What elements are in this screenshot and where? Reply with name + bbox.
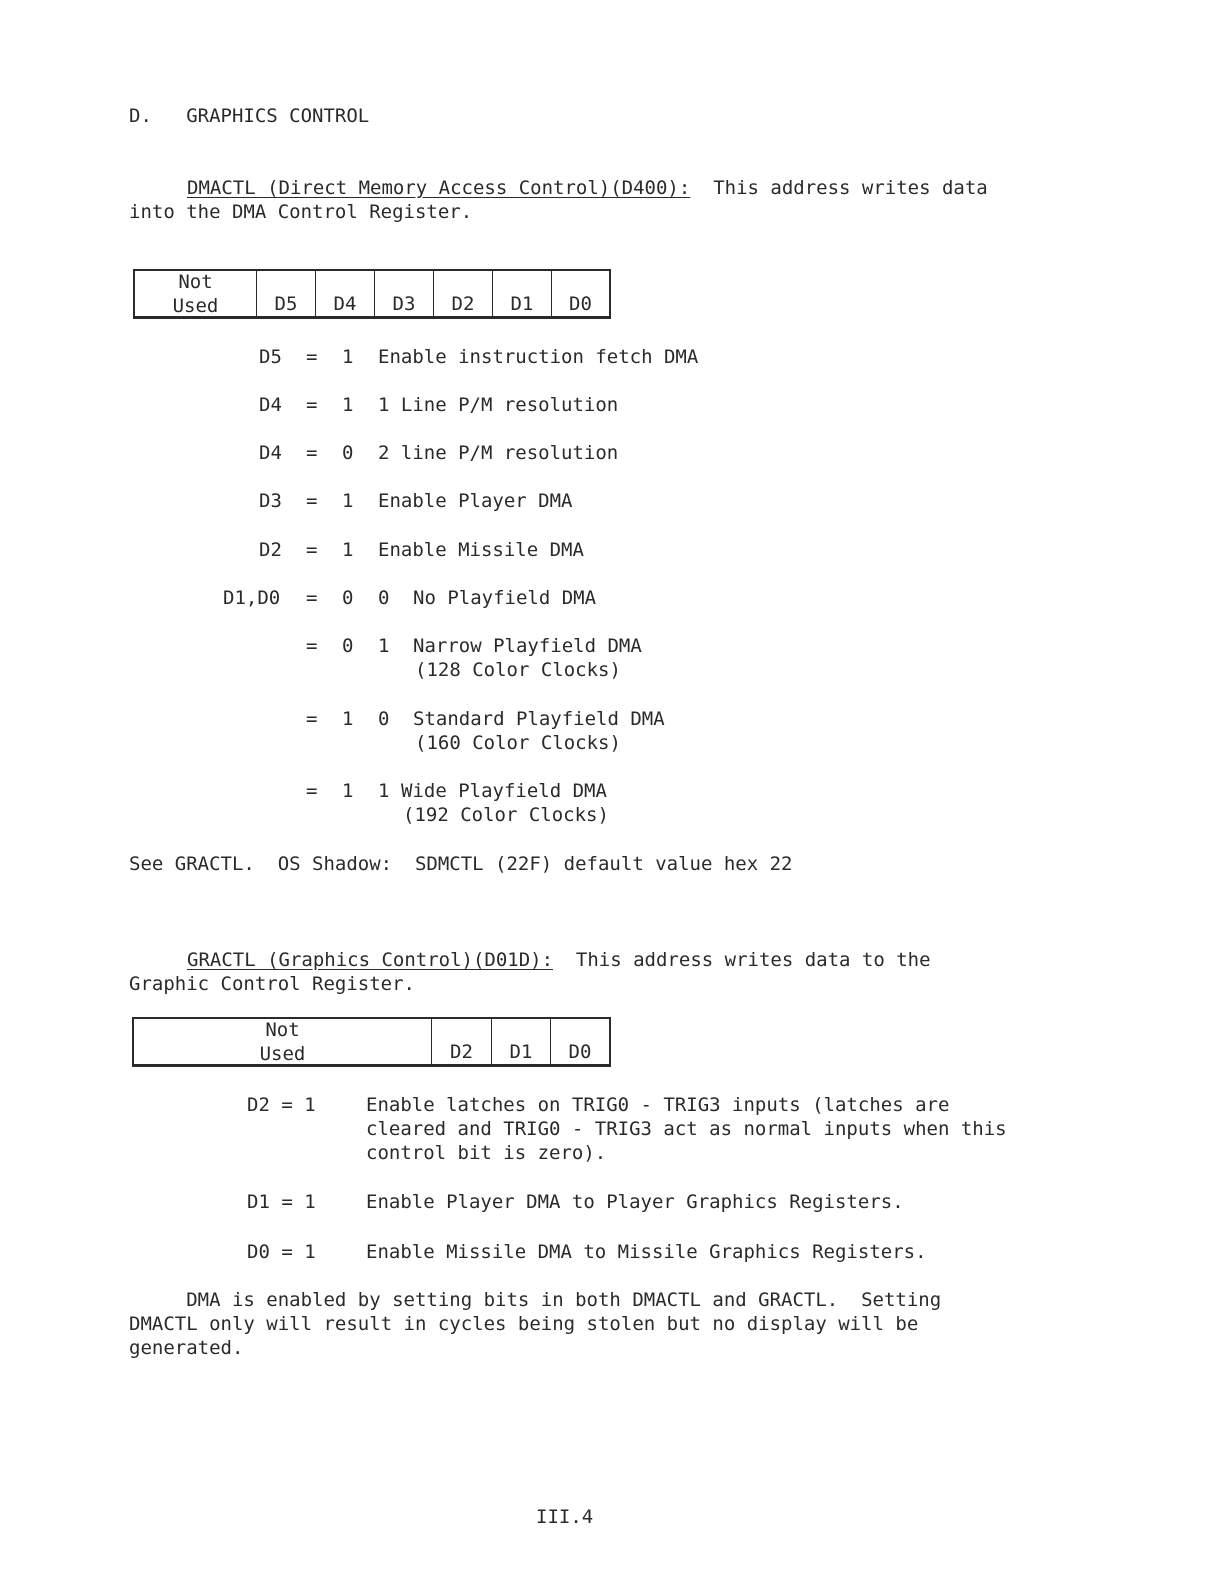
gractl-bit-cell — [431, 1019, 491, 1065]
bit-value-d1: 0 — [342, 635, 354, 657]
equals-sign: = — [306, 442, 318, 464]
bit-value: 1 — [342, 346, 354, 368]
bit-name: D5 — [259, 346, 282, 368]
color-clocks-note: (192 Color Clocks) — [403, 804, 609, 826]
dmactl-bit-label: D3 — [392, 293, 416, 315]
bit-value-d1: 0 — [342, 587, 354, 609]
gractl-bit-description-line: control bit is zero). — [366, 1142, 607, 1164]
playfield-description: Wide Playfield DMA — [401, 780, 607, 802]
dmactl-not-used-cell — [135, 271, 256, 317]
bit-description: 1 Line P/M resolution — [378, 394, 619, 416]
gractl-bit-label-text: D2 = 1 — [247, 1094, 316, 1116]
dmactl-bit-cell — [433, 271, 492, 317]
bit-value-d0: 0 — [378, 708, 390, 730]
page-number: III.4 — [536, 1506, 594, 1528]
gractl-used-label: Used — [259, 1042, 306, 1065]
dmactl-desc-rest: This address writes data — [690, 177, 988, 199]
bit-name: D4 — [259, 442, 282, 464]
bit-value-d0: 1 — [378, 635, 390, 657]
bit-description: 2 line P/M resolution — [378, 442, 619, 464]
footer-paragraph-line: DMACTL only will result in cycles being stolen but no display will be — [129, 1313, 919, 1335]
dmactl-bit-cell — [374, 271, 433, 317]
equals-sign: = — [306, 539, 318, 561]
equals-sign: = — [306, 635, 318, 657]
gractl-bit-label: D1 — [509, 1041, 533, 1063]
gractl-bit-description-line: Enable latches on TRIG0 - TRIG3 inputs (latches are — [366, 1094, 950, 1116]
bit-description: Enable Player DMA — [378, 490, 573, 512]
equals-sign: = — [306, 490, 318, 512]
playfield-description: Narrow Playfield DMA — [413, 635, 642, 657]
dmactl-used-label: Used — [172, 294, 219, 317]
dmactl-bit-label: D5 — [274, 293, 298, 315]
dmactl-register-diagram — [133, 269, 611, 319]
dmactl-bit-cell — [256, 271, 315, 317]
os-shadow-note: See GRACTL. OS Shadow: SDMCTL (22F) default value hex 22 — [129, 853, 793, 875]
dmactl-bit-label: D0 — [569, 293, 592, 315]
gractl-desc-rest: This address writes data to the — [553, 949, 931, 971]
bit-value-d0: 1 — [378, 780, 390, 802]
dmactl-title: DMACTL (Direct Memory Access Control)(D400): — [187, 177, 691, 199]
dmactl-bit-label: D4 — [333, 293, 357, 315]
dmactl-bit-label: D1 — [510, 293, 534, 315]
bit-value: 1 — [342, 490, 354, 512]
gractl-title: GRACTL (Graphics Control)(D01D): — [187, 949, 554, 971]
equals-sign: = — [306, 708, 318, 730]
gractl-not-label: Not — [265, 1018, 300, 1041]
bit-description: Enable Missile DMA — [378, 539, 584, 561]
gractl-bit-description-line: cleared and TRIG0 - TRIG3 act as normal inputs when this — [366, 1118, 1007, 1140]
dmactl-bit-label: D2 — [451, 293, 475, 315]
gractl-heading-line — [187, 948, 931, 972]
gractl-bit-label-text: D0 = 1 — [247, 1241, 316, 1263]
color-clocks-note: (160 Color Clocks) — [415, 732, 621, 754]
gractl-bit-label: D0 — [568, 1041, 592, 1063]
dmactl-not-label: Not — [178, 270, 213, 293]
dmactl-heading-line — [187, 176, 988, 200]
gractl-not-used-cell — [134, 1019, 431, 1065]
bit-value: 1 — [342, 394, 354, 416]
bit-value-d0: 0 — [378, 587, 390, 609]
playfield-bits-label: D1,D0 — [223, 587, 281, 609]
bit-name: D2 — [259, 539, 282, 561]
gractl-bit-cell — [550, 1019, 609, 1065]
footer-paragraph-line: DMA is enabled by setting bits in both DMACTL and GRACTL. Setting — [129, 1289, 942, 1311]
bit-value: 1 — [342, 539, 354, 561]
gractl-desc-line2: Graphic Control Register. — [129, 973, 415, 995]
bit-value: 0 — [342, 442, 354, 464]
gractl-bit-label: D2 — [450, 1041, 473, 1063]
playfield-description: No Playfield DMA — [413, 587, 597, 609]
gractl-bit-description-line: Enable Missile DMA to Missile Graphics Registers. — [366, 1241, 927, 1263]
dmactl-bit-cell — [551, 271, 609, 317]
bit-value-d1: 1 — [342, 780, 354, 802]
section-heading: D. GRAPHICS CONTROL — [129, 105, 370, 127]
footer-paragraph-line: generated. — [129, 1337, 244, 1359]
equals-sign: = — [306, 587, 318, 609]
gractl-bit-description-line: Enable Player DMA to Player Graphics Registers. — [366, 1191, 904, 1213]
gractl-register-diagram — [132, 1017, 611, 1067]
gractl-bit-cell — [491, 1019, 550, 1065]
equals-sign: = — [306, 346, 318, 368]
playfield-description: Standard Playfield DMA — [413, 708, 665, 730]
equals-sign: = — [306, 394, 318, 416]
dmactl-desc-line2: into the DMA Control Register. — [129, 201, 473, 223]
color-clocks-note: (128 Color Clocks) — [415, 659, 621, 681]
bit-description: Enable instruction fetch DMA — [378, 346, 699, 368]
equals-sign: = — [306, 780, 318, 802]
dmactl-bit-cell — [492, 271, 551, 317]
gractl-bit-label-text: D1 = 1 — [247, 1191, 316, 1213]
bit-name: D4 — [259, 394, 282, 416]
dmactl-bit-cell — [315, 271, 374, 317]
bit-value-d1: 1 — [342, 708, 354, 730]
bit-name: D3 — [259, 490, 282, 512]
